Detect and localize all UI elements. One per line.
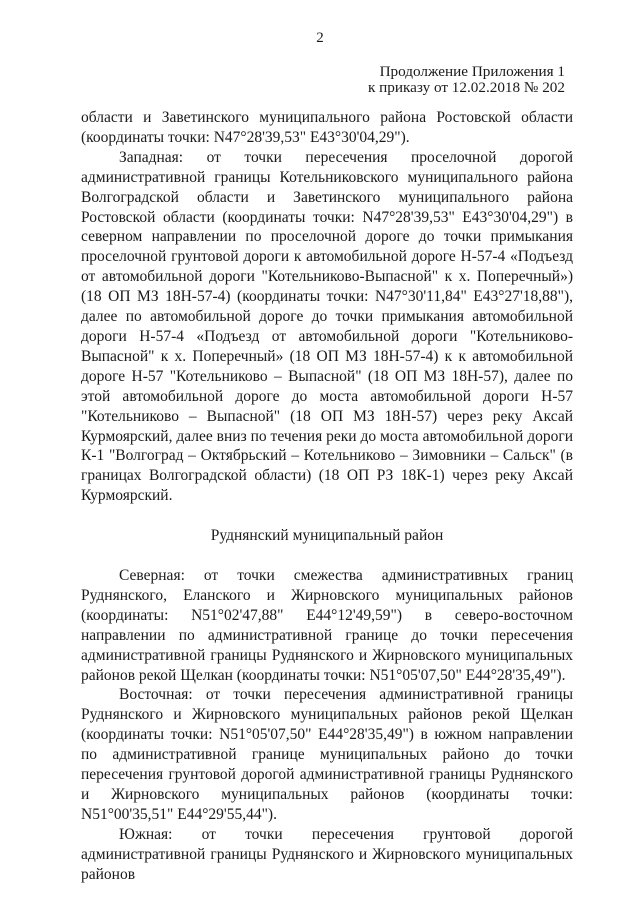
- section-title-rudnyansky: Руднянский муниципальный район: [210, 527, 444, 545]
- appendix-header-line1: Продолжение Приложения 1: [379, 63, 565, 80]
- page-number: 2: [316, 30, 324, 46]
- appendix-header-line2: к приказу от 12.02.2018 № 202: [367, 79, 565, 96]
- paragraph-continuation: области и Заветинского муниципального района Ростовской области (координаты точки: N47°28'39,53" E43°30'04,29").: [81, 109, 573, 146]
- document-body: [81, 108, 573, 885]
- appendix-header: [368, 64, 565, 96]
- paragraph-northern-boundary: Северная: от точки смежества административных границ Руднянского, Еланского и Жирновского муниципальных районов (координаты: N51°02'47,88" E44°12'49,59") в северо-восточном направлении по административной границе до точки пересечения административной границы Руднянского и Жирновского муниципальных районов рекой Щелкан (координаты точки: N51°05'07,50" E44°28'35,49").: [81, 567, 573, 684]
- paragraph-western-boundary: Западная: от точки пересечения проселочной дорогой административной границы Котельниковского муниципального района Волгоградской области и Заветинского муниципального района Ростовской области (координаты точки: N47°28'39,53" E43°30'04,29") в северном направлении по проселочной дороге до точки примыкания проселочной грунтовой дороги к автомобильной дороге Н-57-4 «Подъезд от автомобильной дороги "Котельниково-Выпасной" к х. Поперечный») (18 ОП МЗ 18Н-57-4) (координаты точки: N47°30'11,84" E43°27'18,88"), далее по автомобильной дороге до точки примыкания автомобильной дороги Н-57-4 «Подъезд от автомобильной дороги "Котельниково-Выпасной" к х. Поперечный» (18 ОП МЗ 18Н-57-4) к к автомобильной дороге Н-57 "Котельниково – Выпасной" (18 ОП МЗ 18Н-57), далее по этой автомобильной дороге до моста автомобильной дороги Н-57 "Котельниково – Выпасной" (18 ОП МЗ 18Н-57) через реку Аксай Курмоярский, далее вниз по течения реки до моста автомобильной дороги К-1 "Волгоград – Октябрьский – Котельниково – Зимовники – Сальск" (в границах Волгоградской области) (18 ОП РЗ 18К-1) через реку Аксай Курмоярский.: [81, 148, 573, 505]
- paragraph-southern-boundary: Южная: от точки пересечения грунтовой дорогой административной границы Руднянского и Жирновского муниципальных районов: [81, 825, 573, 883]
- paragraph-eastern-boundary: Восточная: от точки пересечения административной границы Руднянского и Жирновского муниципальных районов рекой Щелкан (координаты точки: N51°05'07,50" E44°28'35,49") в южном направлении по административной границе муниципальных районо до точки пересечения грунтовой дорогой административной границы Руднянского и Жирновского муниципальных районов (координаты точки: N51°00'35,51" E44°29'55,44").: [81, 686, 573, 823]
